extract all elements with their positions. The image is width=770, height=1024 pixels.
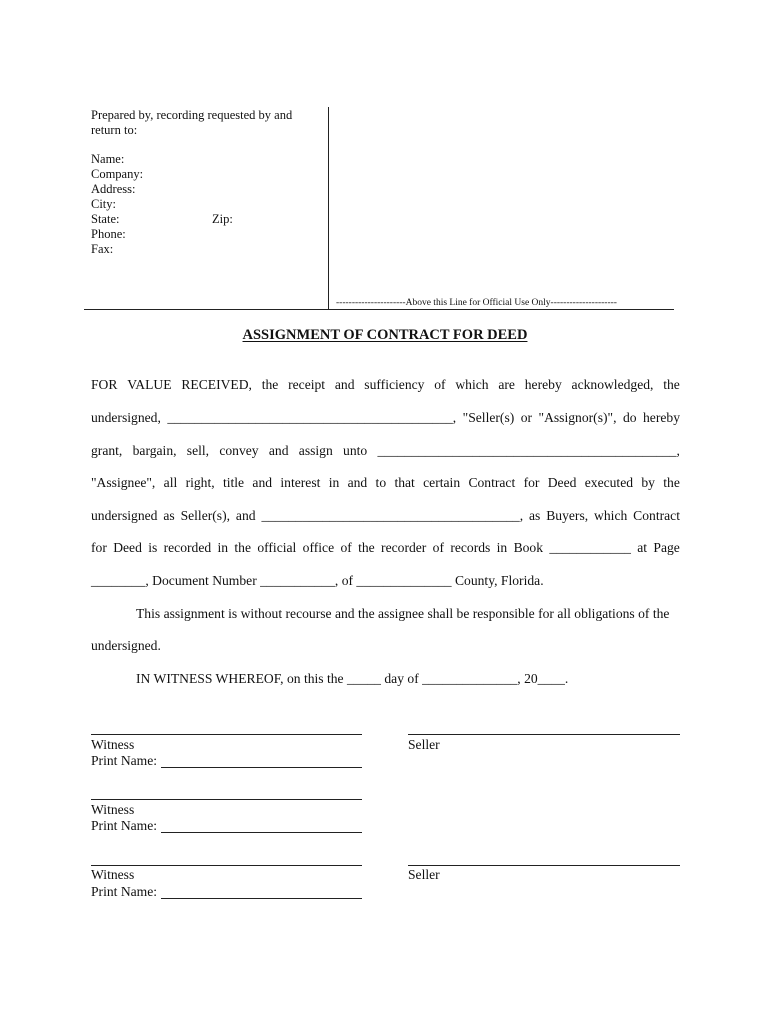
print-name-label-2: Print Name:: [91, 818, 158, 833]
prepared-by-line-2: return to:: [91, 123, 138, 137]
word: Contract: [633, 508, 680, 523]
word: is: [148, 540, 158, 555]
word: ____________________________________________,: [377, 443, 680, 458]
zip-label: Zip:: [212, 212, 233, 226]
witness-label-3: Witness: [91, 867, 135, 882]
word: records: [450, 540, 491, 555]
print-name-line-3[interactable]: [161, 898, 362, 899]
city-label: City:: [91, 197, 117, 211]
word: Page: [653, 540, 680, 555]
word: to: [375, 475, 387, 490]
witness-signature-line-3[interactable]: [91, 865, 362, 866]
word: for: [523, 475, 540, 490]
address-label: Address:: [91, 182, 136, 196]
word: bargain,: [132, 443, 177, 458]
word: hereby: [643, 410, 680, 425]
body-line-5: [91, 508, 680, 524]
word: the: [663, 377, 680, 392]
word: acknowledged,: [571, 377, 654, 392]
word: right,: [185, 475, 215, 490]
body-line-4: [91, 475, 680, 491]
official-use-notice: ----------------------Above this Line for Official Use Only---------------------: [336, 298, 617, 308]
body-line-3: [91, 443, 680, 459]
word: recorded: [163, 540, 212, 555]
word: assign: [298, 443, 333, 458]
word: receipt: [288, 377, 326, 392]
word: by: [641, 475, 655, 490]
word: undersigned: [91, 508, 158, 523]
word: as: [163, 508, 175, 523]
word: FOR: [91, 377, 118, 392]
word: official: [257, 540, 297, 555]
word: of: [432, 540, 444, 555]
word: do: [622, 410, 637, 425]
seller-label-2: Seller: [408, 867, 440, 882]
header-vertical-divider: [328, 107, 329, 310]
header-horizontal-divider: [84, 309, 674, 310]
recourse-line-2: undersigned.: [91, 638, 161, 653]
word: "Assignee",: [91, 475, 156, 490]
prepared-by-line-1: Prepared by, recording requested by and: [91, 108, 293, 122]
word: and: [252, 475, 273, 490]
word: Buyers,: [546, 508, 589, 523]
word: sufficiency: [364, 377, 425, 392]
word: that: [394, 475, 415, 490]
word: Seller(s),: [180, 508, 231, 523]
word: recorder: [381, 540, 427, 555]
word: convey: [219, 443, 259, 458]
word: undersigned,: [91, 410, 161, 425]
word: of: [340, 540, 352, 555]
word: in: [328, 475, 340, 490]
word: and: [347, 475, 368, 490]
word: or: [520, 410, 533, 425]
print-name-line-1[interactable]: [161, 767, 362, 768]
word: and: [235, 508, 256, 523]
body-line-2: [91, 410, 680, 426]
word: VALUE: [127, 377, 172, 392]
word: ____________: [549, 540, 631, 555]
word: the: [358, 540, 375, 555]
phone-label: Phone:: [91, 227, 126, 241]
witness-label-2: Witness: [91, 802, 135, 817]
print-name-label-3: Print Name:: [91, 884, 158, 899]
word: __________________________________________,: [167, 410, 457, 425]
word: grant,: [91, 443, 123, 458]
word: which: [594, 508, 628, 523]
word: and: [268, 443, 289, 458]
word: as: [529, 508, 541, 523]
word: Deed: [547, 475, 577, 490]
word: "Seller(s): [462, 410, 515, 425]
name-label: Name:: [91, 152, 125, 166]
company-label: Company:: [91, 167, 144, 181]
print-name-label-1: Print Name:: [91, 753, 158, 768]
word: in: [496, 540, 508, 555]
word: interest: [280, 475, 321, 490]
word: Deed: [113, 540, 142, 555]
word: sell,: [186, 443, 210, 458]
word: which: [455, 377, 489, 392]
recourse-line-1: This assignment is without recourse and the assignee shall be responsible for all obligations of the: [136, 606, 670, 621]
witness-signature-line-1[interactable]: [91, 734, 362, 735]
word: Book: [513, 540, 544, 555]
word: for: [91, 540, 107, 555]
seller-label-1: Seller: [408, 737, 440, 752]
word: and: [334, 377, 355, 392]
seller-signature-line-1[interactable]: [408, 734, 680, 735]
word: office: [302, 540, 335, 555]
witness-signature-line-2[interactable]: [91, 799, 362, 800]
state-label: State:: [91, 212, 120, 226]
witness-label-1: Witness: [91, 737, 135, 752]
word: are: [498, 377, 515, 392]
fax-label: Fax:: [91, 242, 114, 256]
word: hereby: [524, 377, 562, 392]
word: the: [663, 475, 680, 490]
word: "Assignor(s)",: [538, 410, 617, 425]
word: title: [222, 475, 245, 490]
word: RECEIVED,: [181, 377, 252, 392]
word: at: [637, 540, 648, 555]
word: unto: [343, 443, 368, 458]
word: the: [261, 377, 279, 392]
word: all: [163, 475, 178, 490]
page-title: ASSIGNMENT OF CONTRACT FOR DEED: [242, 327, 528, 343]
word: Contract: [468, 475, 516, 490]
body-line-1: [91, 377, 680, 393]
seller-signature-line-2[interactable]: [408, 865, 680, 866]
word: ______________________________________,: [261, 508, 524, 523]
word: in: [217, 540, 229, 555]
body-line-6: [91, 540, 680, 556]
word: certain: [423, 475, 461, 490]
body-line-7: ________, Document Number ___________, of ______________ County, Florida.: [91, 573, 544, 588]
word: of: [434, 377, 446, 392]
print-name-line-2[interactable]: [161, 832, 362, 833]
word: the: [234, 540, 251, 555]
witness-clause: IN WITNESS WHEREOF, on this the _____ day of ______________, 20____.: [136, 671, 569, 686]
word: executed: [584, 475, 634, 490]
